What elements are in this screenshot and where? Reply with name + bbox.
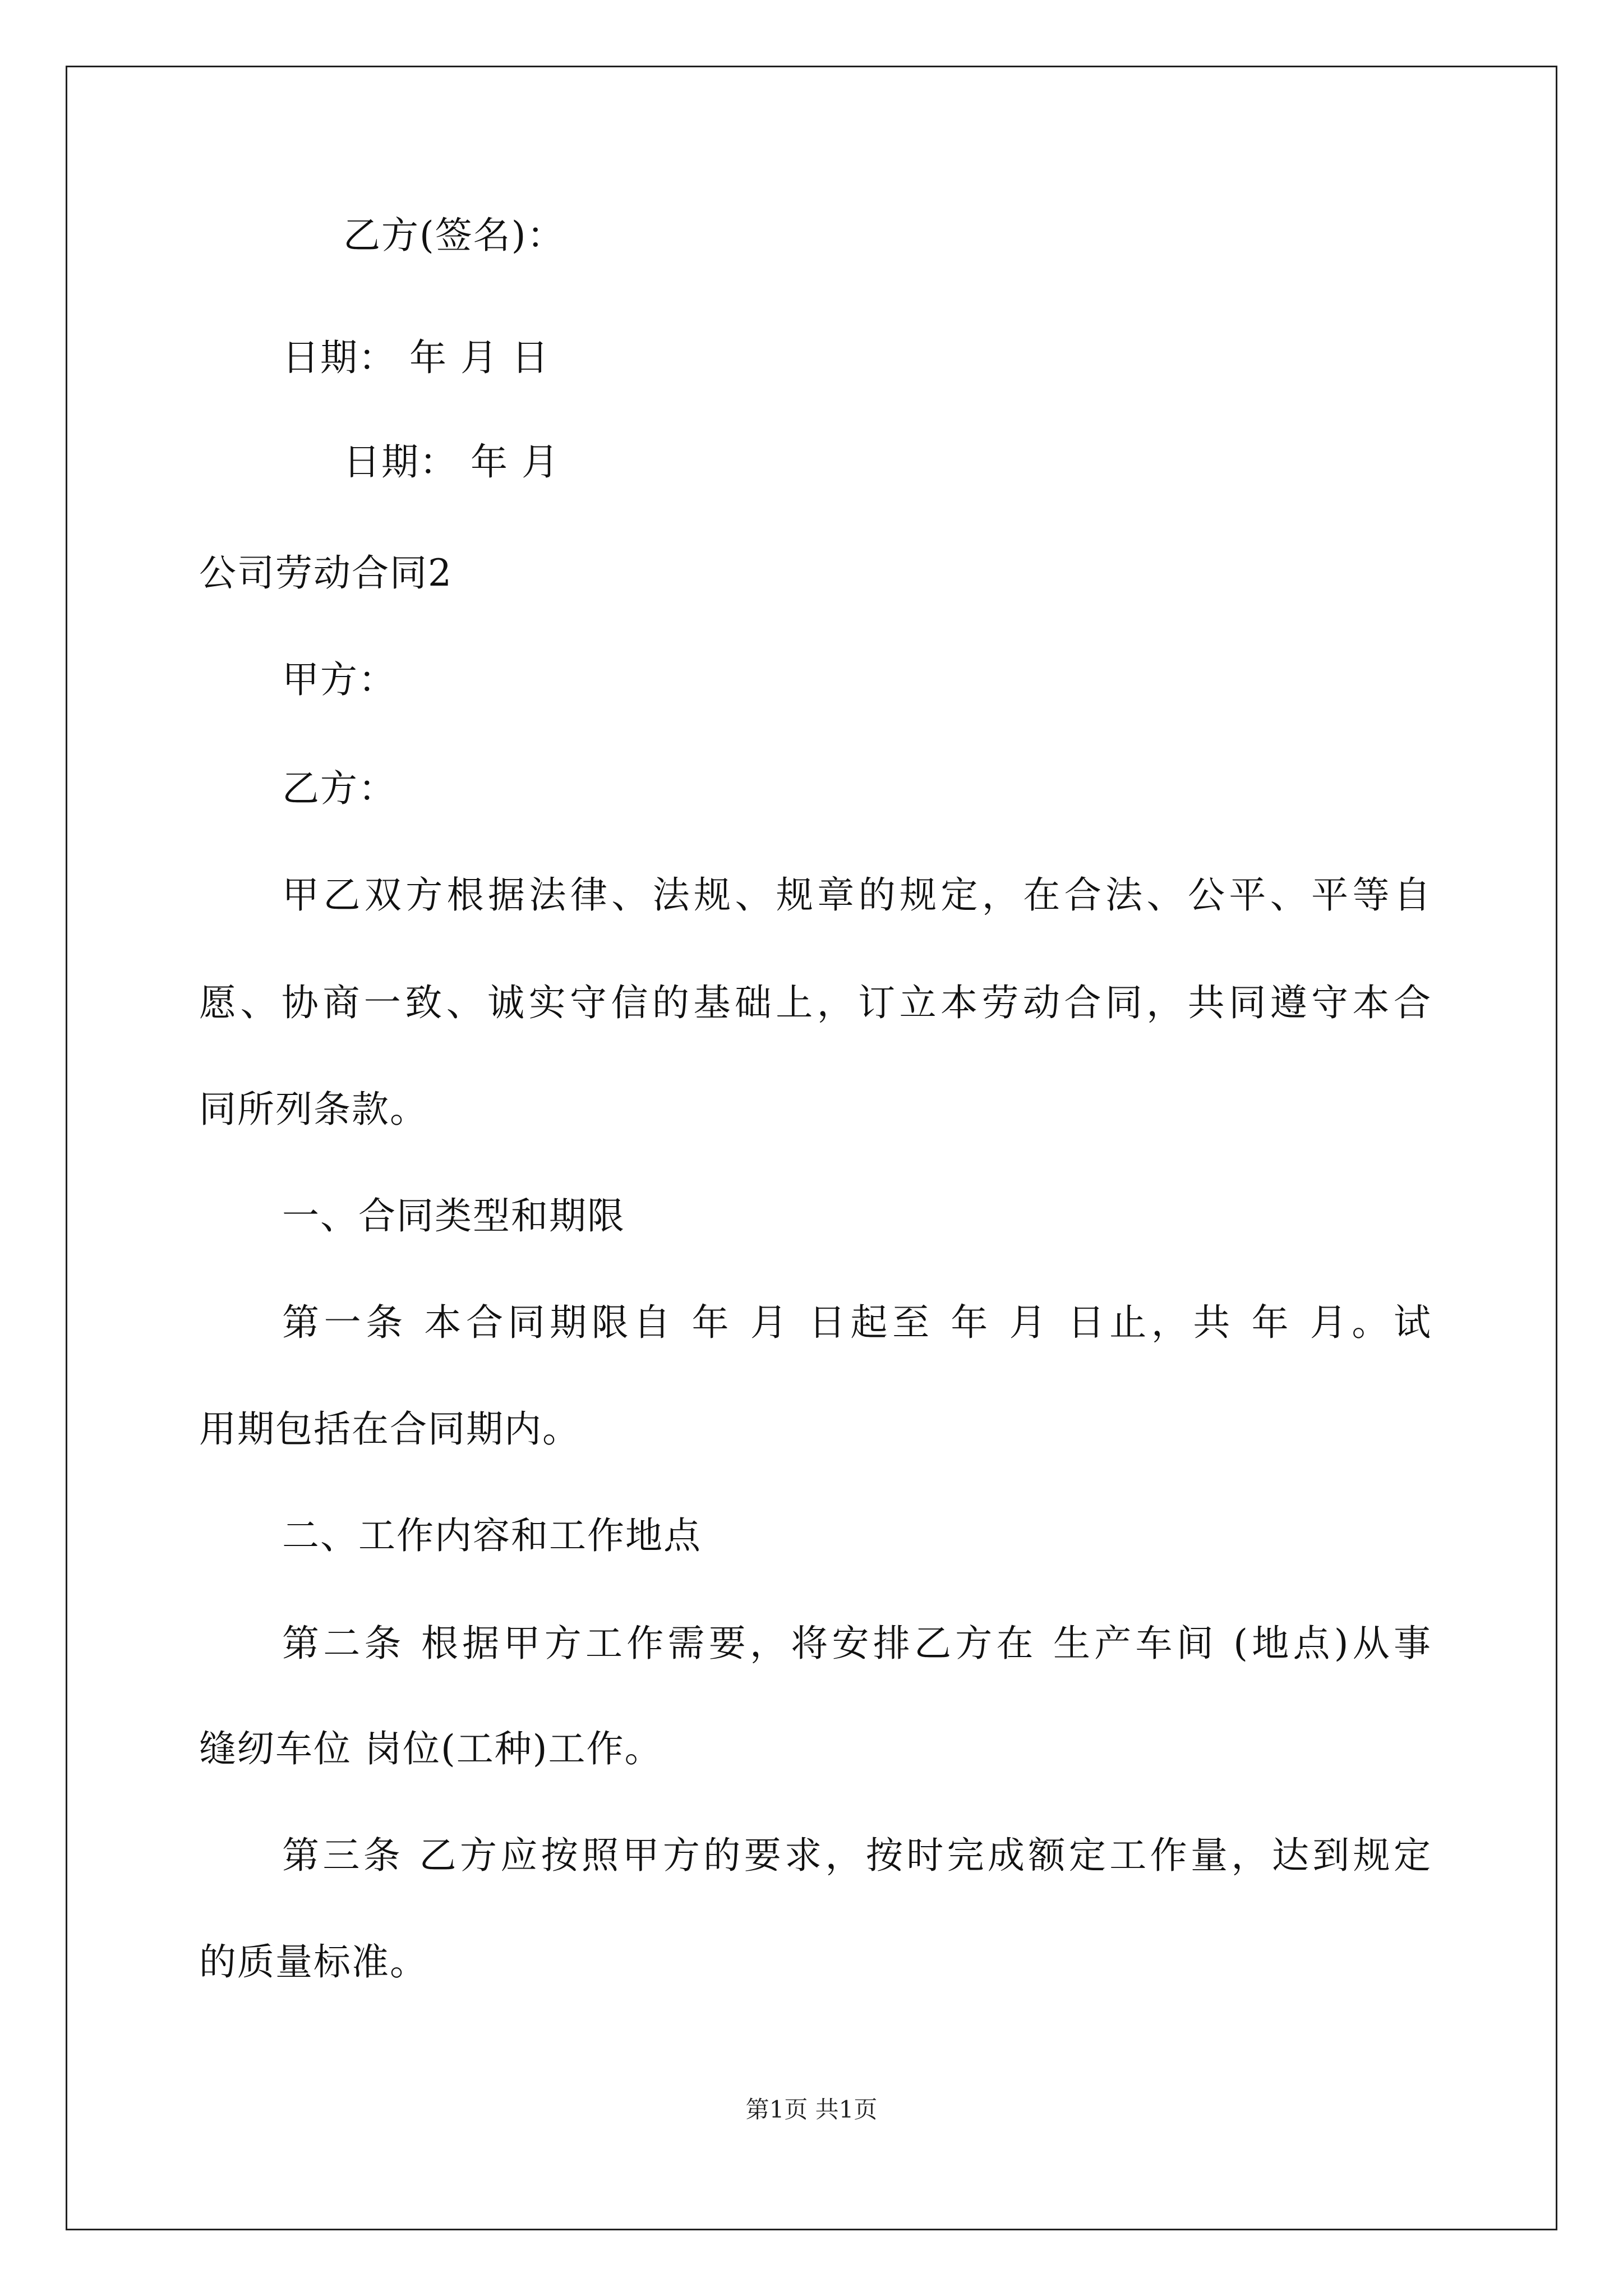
article-3-line-2: 的质量标准。 (199, 1940, 428, 1984)
section-heading-1: 一、合同类型和期限 (282, 1194, 625, 1237)
article-2-line-2: 缝纫车位 岗位(工种)工作。 (199, 1727, 663, 1770)
date-line-2: 日期： 年 月 (343, 440, 560, 484)
article-1-line-1: 第一条 本合同期限自 年 月 日起至 年 月 日止，共 年 月。试 (282, 1301, 1431, 1344)
contract-title: 公司劳动合同2 (199, 551, 453, 595)
section-heading-2: 二、工作内容和工作地点 (282, 1514, 702, 1557)
date-line-1: 日期： 年 月 日 (282, 336, 550, 379)
page-footer: 第1页 共1页 (745, 2096, 878, 2123)
party-a-line: 甲方： (282, 658, 396, 701)
preamble-line-2: 愿、协商一致、诚实守信的基础上，订立本劳动合同，共同遵守本合 (199, 981, 1431, 1024)
party-b-signature-line: 乙方(签名)： (343, 214, 565, 257)
article-3-line-1: 第三条 乙方应按照甲方的要求，按时完成额定工作量，达到规定 (282, 1834, 1431, 1877)
article-1-line-2: 用期包括在合同期内。 (199, 1407, 580, 1451)
page-border (66, 66, 1557, 2230)
party-b-line: 乙方： (282, 767, 396, 810)
preamble-line-3: 同所列条款。 (199, 1088, 428, 1131)
preamble-line-1: 甲乙双方根据法律、法规、规章的规定，在合法、公平、平等自 (282, 873, 1431, 917)
article-2-line-1: 第二条 根据甲方工作需要，将安排乙方在 生产车间 (地点)从事 (282, 1622, 1431, 1665)
